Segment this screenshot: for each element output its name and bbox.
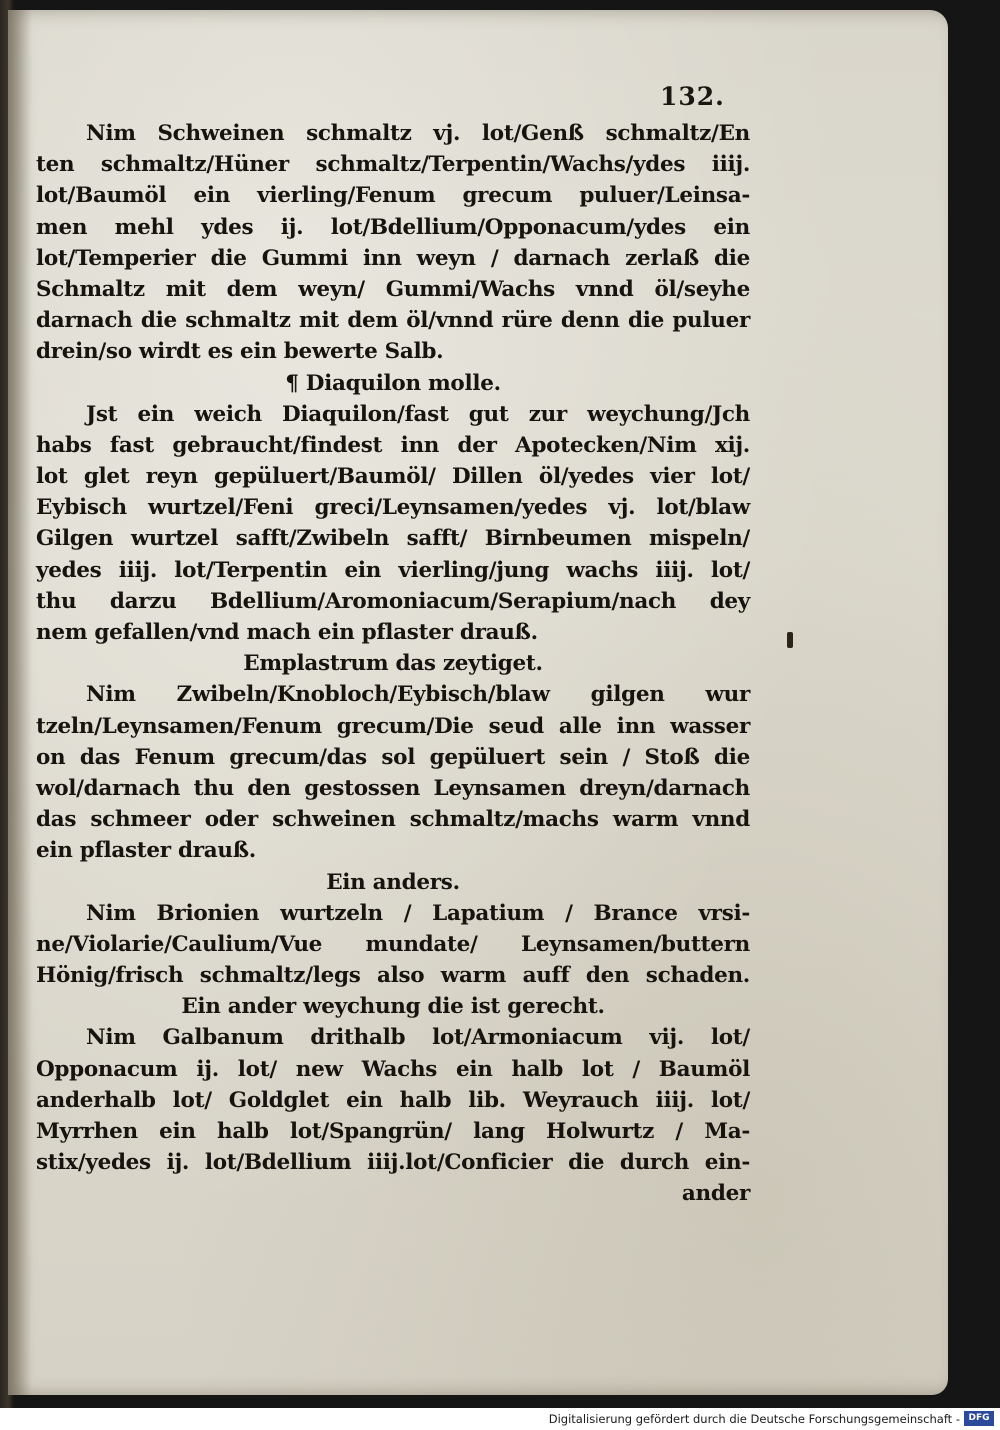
text-line: habs fast gebraucht/findest inn der Apotecken/Nim xij. [36, 432, 750, 458]
section-heading: Emplastrum das zeytiget. [243, 651, 543, 677]
text-line: stix/yedes ij. lot/Bdellium iiij.lot/Conficier die durch ein- [36, 1150, 750, 1176]
text-line: darnach die schmaltz mit dem öl/vnnd rüre denn die puluer [36, 308, 750, 334]
text-line: lot/Temperier die Gummi inn weyn / darnach zerlaß die [36, 245, 750, 271]
section-heading: Ein ander weychung die ist gerecht. [181, 994, 605, 1020]
text-line: Schmaltz mit dem weyn/ Gummi/Wachs vnnd öl/seyhe [36, 276, 750, 302]
text-line: Opponacum ij. lot/ new Wachs ein halb lot / Baumöl [36, 1056, 750, 1082]
footer-bar [0, 1408, 1000, 1430]
text-line: nem gefallen/vnd mach ein pflaster drauß. [36, 620, 538, 645]
text-line: thu darzu Bdellium/Aromoniacum/Serapium/nach dey [36, 588, 750, 614]
section-heading: ¶ Diaquilon molle. [285, 370, 501, 396]
text-line: anderhalb lot/ Goldglet ein halb lib. Weyrauch iiij. lot/ [36, 1087, 750, 1113]
text-line: Nim Galbanum drithalb lot/Armoniacum vij. lot/ [86, 1025, 750, 1051]
catchword: ander [681, 1181, 750, 1207]
text-line: Nim Brionien wurtzeln / Lapatium / Brance vrsi- [86, 900, 750, 926]
text-line: yedes iiij. lot/Terpentin ein vierling/jung wachs iiij. lot/ [36, 557, 750, 583]
funding-notice: Digitalisierung gefördert durch die Deutsche Forschungsgemeinschaft - [548, 1412, 960, 1426]
text-line: Hönig/frisch schmaltz/legs also warm auff den schaden. [36, 963, 750, 989]
text-line: lot glet reyn gepüluert/Baumöl/ Dillen öl/yedes vier lot/ [36, 464, 750, 490]
text-line: wol/darnach thu den gestossen Leynsamen dreyn/darnach [36, 775, 750, 801]
text-line: on das Fenum grecum/das sol gepüluert sein / Stoß die [36, 744, 750, 770]
text-line: das schmeer oder schweinen schmaltz/machs warm vnnd [36, 807, 750, 833]
text-line: ne/Violarie/Caulium/Vue mundate/ Leynsamen/buttern [36, 931, 750, 957]
text-line: lot/Baumöl ein vierling/Fenum grecum puluer/Leinsa- [36, 183, 750, 209]
text-line: tzeln/Leynsamen/Fenum grecum/Die seud alle inn wasser [36, 713, 750, 739]
text-line: Jst ein weich Diaquilon/fast gut zur weychung/Jch [86, 401, 750, 427]
gutter-shadow [8, 10, 32, 1395]
dfg-logo-icon: DFG [964, 1411, 994, 1426]
text-line: drein/so wirdt es ein bewerte Salb. [36, 339, 444, 365]
text-line: men mehl ydes ij. lot/Bdellium/Opponacum/ydes ein [36, 214, 750, 240]
text-line: Gilgen wurtzel safft/Zwibeln safft/ Birnbeumen mispeln/ [36, 526, 750, 552]
text-line: Nim Zwibeln/Knobloch/Eybisch/blaw gilgen wur [86, 682, 750, 708]
text-line: Nim Schweinen schmaltz vj. lot/Genß schmaltz/En [86, 121, 750, 146]
page-number: 132. [660, 82, 725, 111]
text-line: Myrrhen ein halb lot/Spangrün/ lang Holwurtz / Ma- [36, 1119, 750, 1144]
text-line: ein pflaster drauß. [36, 838, 256, 864]
text-line: Eybisch wurtzel/Feni greci/Leynsamen/yedes vj. lot/blaw [36, 495, 750, 521]
marginal-mark [787, 632, 793, 648]
text-line: ten schmaltz/Hüner schmaltz/Terpentin/Wachs/ydes iiij. [36, 152, 750, 178]
text-block [36, 118, 750, 1210]
section-heading: Ein anders. [326, 869, 460, 895]
